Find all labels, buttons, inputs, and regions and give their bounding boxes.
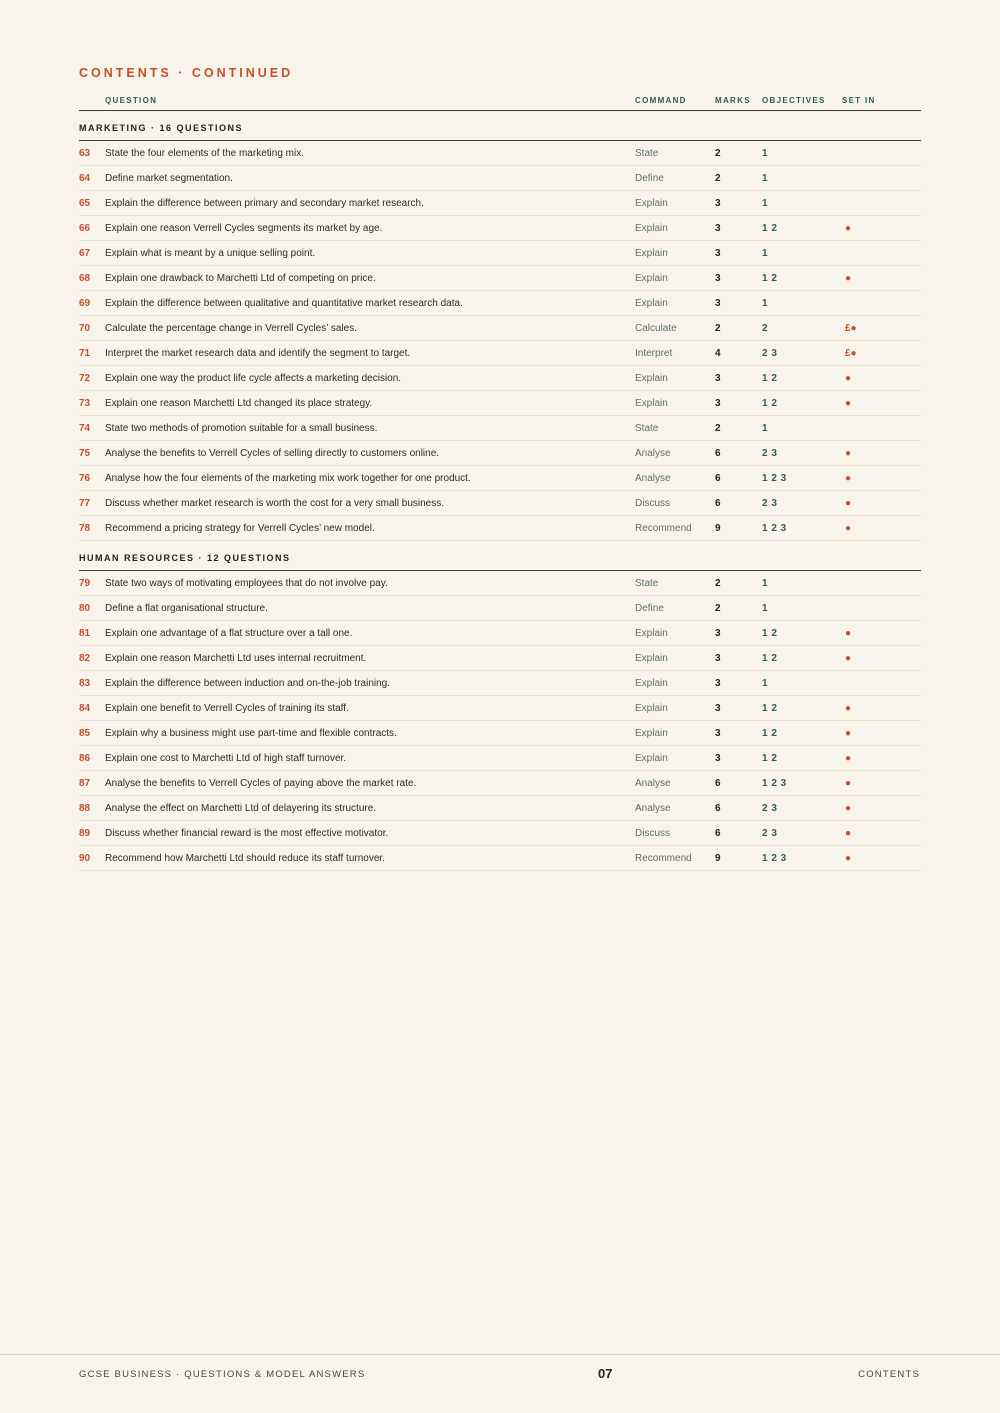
question-row[interactable]: [79, 466, 921, 491]
question-row[interactable]: [79, 341, 921, 366]
question-text: Explain the difference between qualitative and quantitative market research data.: [105, 297, 463, 309]
question-marks: 6: [715, 802, 721, 814]
question-number: 75: [79, 447, 91, 459]
question-number: 70: [79, 322, 91, 334]
question-marks: 2: [715, 147, 721, 159]
question-row[interactable]: [79, 441, 921, 466]
question-marks: 3: [715, 247, 721, 259]
question-command: Explain: [635, 372, 668, 384]
question-marks: 2: [715, 172, 721, 184]
question-objectives: 1: [762, 297, 768, 309]
question-objectives: 1 2: [762, 627, 777, 639]
question-number: 76: [79, 472, 91, 484]
question-set-in: £●: [845, 347, 857, 359]
question-objectives: 1 2: [762, 222, 777, 234]
question-marks: 2: [715, 322, 721, 334]
question-number: 78: [79, 522, 91, 534]
question-number: 66: [79, 222, 91, 234]
question-text: Explain one advantage of a flat structure over a tall one.: [105, 627, 353, 639]
question-objectives: 1 2 3: [762, 472, 787, 484]
question-objectives: 1 2 3: [762, 522, 787, 534]
question-set-in: ●: [845, 827, 852, 839]
question-marks: 3: [715, 272, 721, 284]
question-row[interactable]: [79, 366, 921, 391]
question-command: Define: [635, 602, 664, 614]
question-command: Explain: [635, 727, 668, 739]
question-objectives: 1 2: [762, 372, 777, 384]
question-number: 77: [79, 497, 91, 509]
question-marks: 3: [715, 222, 721, 234]
question-command: State: [635, 422, 659, 434]
question-set-in: ●: [845, 852, 852, 864]
question-text: Explain one reason Marchetti Ltd uses internal recruitment.: [105, 652, 367, 664]
question-command: Analyse: [635, 802, 671, 814]
question-row[interactable]: [79, 316, 921, 341]
question-text: State the four elements of the marketing mix.: [105, 147, 304, 159]
header-marks: MARKS: [715, 95, 751, 105]
question-set-in: ●: [845, 727, 852, 739]
question-set-in: ●: [845, 372, 852, 384]
question-set-in: ●: [845, 472, 852, 484]
question-text: Define market segmentation.: [105, 172, 233, 184]
question-text: Explain one drawback to Marchetti Ltd of competing on price.: [105, 272, 376, 284]
question-row[interactable]: [79, 266, 921, 291]
question-text: Explain the difference between induction and on-the-job training.: [105, 677, 391, 689]
question-row[interactable]: [79, 191, 921, 216]
question-number: 84: [79, 702, 91, 714]
question-number: 72: [79, 372, 91, 384]
question-row[interactable]: [79, 516, 921, 541]
question-objectives: 1 2 3: [762, 852, 787, 864]
question-marks: 3: [715, 297, 721, 309]
question-set-in: ●: [845, 397, 852, 409]
question-number: 81: [79, 627, 91, 639]
question-objectives: 2 3: [762, 447, 777, 459]
question-number: 64: [79, 172, 91, 184]
question-objectives: 2 3: [762, 347, 777, 359]
question-row[interactable]: [79, 291, 921, 316]
question-set-in: ●: [845, 802, 852, 814]
question-objectives: 1: [762, 677, 768, 689]
question-marks: 3: [715, 197, 721, 209]
question-text: Recommend a pricing strategy for Verrell Cycles’ new model.: [105, 522, 375, 534]
question-set-in: ●: [845, 777, 852, 789]
header-question: QUESTION: [105, 95, 158, 105]
section-heading: MARKETING · 16 QUESTIONS: [79, 123, 921, 141]
question-row[interactable]: [79, 821, 921, 846]
question-text: Analyse the benefits to Verrell Cycles of paying above the market rate.: [105, 777, 417, 789]
question-number: 67: [79, 247, 91, 259]
question-marks: 3: [715, 652, 721, 664]
sections-container: [79, 123, 921, 871]
question-command: Recommend: [635, 852, 692, 864]
question-number: 74: [79, 422, 91, 434]
question-text: Explain why a business might use part-time and flexible contracts.: [105, 727, 397, 739]
question-marks: 3: [715, 397, 721, 409]
question-set-in: ●: [845, 222, 852, 234]
section-heading: HUMAN RESOURCES · 12 QUESTIONS: [79, 553, 921, 571]
question-text: Explain one way the product life cycle affects a marketing decision.: [105, 372, 402, 384]
contents-table: [79, 90, 921, 871]
question-command: Analyse: [635, 777, 671, 789]
question-marks: 6: [715, 777, 721, 789]
question-set-in: ●: [845, 497, 852, 509]
question-objectives: 1 2: [762, 702, 777, 714]
footer-divider: [0, 1354, 1000, 1355]
question-text: Explain one reason Marchetti Ltd changed its place strategy.: [105, 397, 373, 409]
question-text: Explain the difference between primary and secondary market research.: [105, 197, 424, 209]
question-row[interactable]: [79, 696, 921, 721]
question-objectives: 1 2: [762, 272, 777, 284]
question-command: State: [635, 147, 659, 159]
question-number: 68: [79, 272, 91, 284]
question-row[interactable]: [79, 771, 921, 796]
question-row[interactable]: [79, 166, 921, 191]
page-title: CONTENTS · CONTINUED: [79, 66, 294, 80]
question-command: Recommend: [635, 522, 692, 534]
question-row[interactable]: [79, 216, 921, 241]
question-objectives: 1: [762, 172, 768, 184]
question-command: Explain: [635, 197, 668, 209]
question-command: Explain: [635, 677, 668, 689]
question-text: State two methods of promotion suitable for a small business.: [105, 422, 378, 434]
question-set-in: ●: [845, 272, 852, 284]
question-row[interactable]: [79, 796, 921, 821]
question-marks: 9: [715, 852, 721, 864]
question-number: 85: [79, 727, 91, 739]
question-row[interactable]: [79, 141, 921, 166]
question-marks: 3: [715, 627, 721, 639]
question-number: 73: [79, 397, 91, 409]
question-number: 90: [79, 852, 91, 864]
question-command: Explain: [635, 652, 668, 664]
question-number: 83: [79, 677, 91, 689]
question-set-in: ●: [845, 627, 852, 639]
question-number: 86: [79, 752, 91, 764]
question-objectives: 2 3: [762, 497, 777, 509]
question-row[interactable]: [79, 746, 921, 771]
footer-book-title: GCSE BUSINESS · QUESTIONS & MODEL ANSWERS: [79, 1369, 366, 1380]
question-objectives: 1: [762, 577, 768, 589]
question-set-in: ●: [845, 447, 852, 459]
question-number: 79: [79, 577, 91, 589]
question-text: Define a flat organisational structure.: [105, 602, 268, 614]
question-number: 80: [79, 602, 91, 614]
question-command: Analyse: [635, 447, 671, 459]
question-marks: 2: [715, 422, 721, 434]
question-command: Explain: [635, 222, 668, 234]
question-command: State: [635, 577, 659, 589]
question-marks: 6: [715, 497, 721, 509]
question-set-in: ●: [845, 652, 852, 664]
question-number: 82: [79, 652, 91, 664]
question-row[interactable]: [79, 571, 921, 596]
question-number: 71: [79, 347, 91, 359]
footer-section-link[interactable]: CONTENTS: [858, 1369, 920, 1380]
question-marks: 3: [715, 677, 721, 689]
question-set-in: ●: [845, 752, 852, 764]
question-marks: 6: [715, 472, 721, 484]
question-number: 88: [79, 802, 91, 814]
question-objectives: 1: [762, 422, 768, 434]
question-row[interactable]: [79, 241, 921, 266]
question-marks: 3: [715, 727, 721, 739]
question-command: Define: [635, 172, 664, 184]
question-row[interactable]: [79, 391, 921, 416]
question-objectives: 2 3: [762, 802, 777, 814]
question-objectives: 1: [762, 147, 768, 159]
question-set-in: ●: [845, 702, 852, 714]
question-command: Discuss: [635, 497, 671, 509]
question-row[interactable]: [79, 671, 921, 696]
question-marks: 6: [715, 827, 721, 839]
question-text: Explain one benefit to Verrell Cycles of training its staff.: [105, 702, 349, 714]
question-objectives: 1: [762, 247, 768, 259]
question-number: 69: [79, 297, 91, 309]
question-row[interactable]: [79, 721, 921, 746]
question-text: Explain what is meant by a unique selling point.: [105, 247, 316, 259]
question-marks: 2: [715, 602, 721, 614]
question-text: Recommend how Marchetti Ltd should reduce its staff turnover.: [105, 852, 385, 864]
question-text: Analyse the benefits to Verrell Cycles of selling directly to customers online.: [105, 447, 440, 459]
question-objectives: 1: [762, 602, 768, 614]
question-row[interactable]: [79, 846, 921, 871]
header-command: COMMAND: [635, 95, 687, 105]
question-marks: 2: [715, 577, 721, 589]
question-marks: 4: [715, 347, 721, 359]
question-objectives: 2: [762, 322, 768, 334]
question-text: Interpret the market research data and identify the segment to target.: [105, 347, 411, 359]
question-text: Analyse the effect on Marchetti Ltd of delayering its structure.: [105, 802, 377, 814]
question-row[interactable]: [79, 596, 921, 621]
header-set-in: SET IN: [842, 95, 876, 105]
question-marks: 3: [715, 372, 721, 384]
question-number: 65: [79, 197, 91, 209]
question-command: Explain: [635, 397, 668, 409]
question-command: Calculate: [635, 322, 677, 334]
question-number: 89: [79, 827, 91, 839]
question-text: State two ways of motivating employees that do not involve pay.: [105, 577, 388, 589]
question-command: Explain: [635, 627, 668, 639]
question-command: Explain: [635, 247, 668, 259]
question-text: Analyse how the four elements of the marketing mix work together for one product.: [105, 472, 471, 484]
question-objectives: 2 3: [762, 827, 777, 839]
question-objectives: 1 2: [762, 752, 777, 764]
question-command: Explain: [635, 272, 668, 284]
question-marks: 6: [715, 447, 721, 459]
question-marks: 3: [715, 752, 721, 764]
question-command: Explain: [635, 752, 668, 764]
question-number: 63: [79, 147, 91, 159]
column-header-row: [79, 90, 921, 111]
question-text: Explain one reason Verrell Cycles segments its market by age.: [105, 222, 383, 234]
question-text: Explain one cost to Marchetti Ltd of high staff turnover.: [105, 752, 347, 764]
question-objectives: 1: [762, 197, 768, 209]
question-text: Discuss whether market research is worth the cost for a very small business.: [105, 497, 445, 509]
question-set-in: ●: [845, 522, 852, 534]
question-command: Discuss: [635, 827, 671, 839]
question-text: Discuss whether financial reward is the most effective motivator.: [105, 827, 389, 839]
question-row[interactable]: [79, 416, 921, 441]
question-row[interactable]: [79, 491, 921, 516]
question-set-in: £●: [845, 322, 857, 334]
question-marks: 9: [715, 522, 721, 534]
question-number: 87: [79, 777, 91, 789]
question-objectives: 1 2 3: [762, 777, 787, 789]
question-text: Calculate the percentage change in Verrell Cycles’ sales.: [105, 322, 357, 334]
question-marks: 3: [715, 702, 721, 714]
question-objectives: 1 2: [762, 727, 777, 739]
question-row[interactable]: [79, 621, 921, 646]
question-command: Interpret: [635, 347, 673, 359]
footer-page-number: 07: [598, 1366, 613, 1381]
question-objectives: 1 2: [762, 397, 777, 409]
question-command: Analyse: [635, 472, 671, 484]
question-objectives: 1 2: [762, 652, 777, 664]
question-row[interactable]: [79, 646, 921, 671]
header-objectives: OBJECTIVES: [762, 95, 826, 105]
question-command: Explain: [635, 702, 668, 714]
question-command: Explain: [635, 297, 668, 309]
